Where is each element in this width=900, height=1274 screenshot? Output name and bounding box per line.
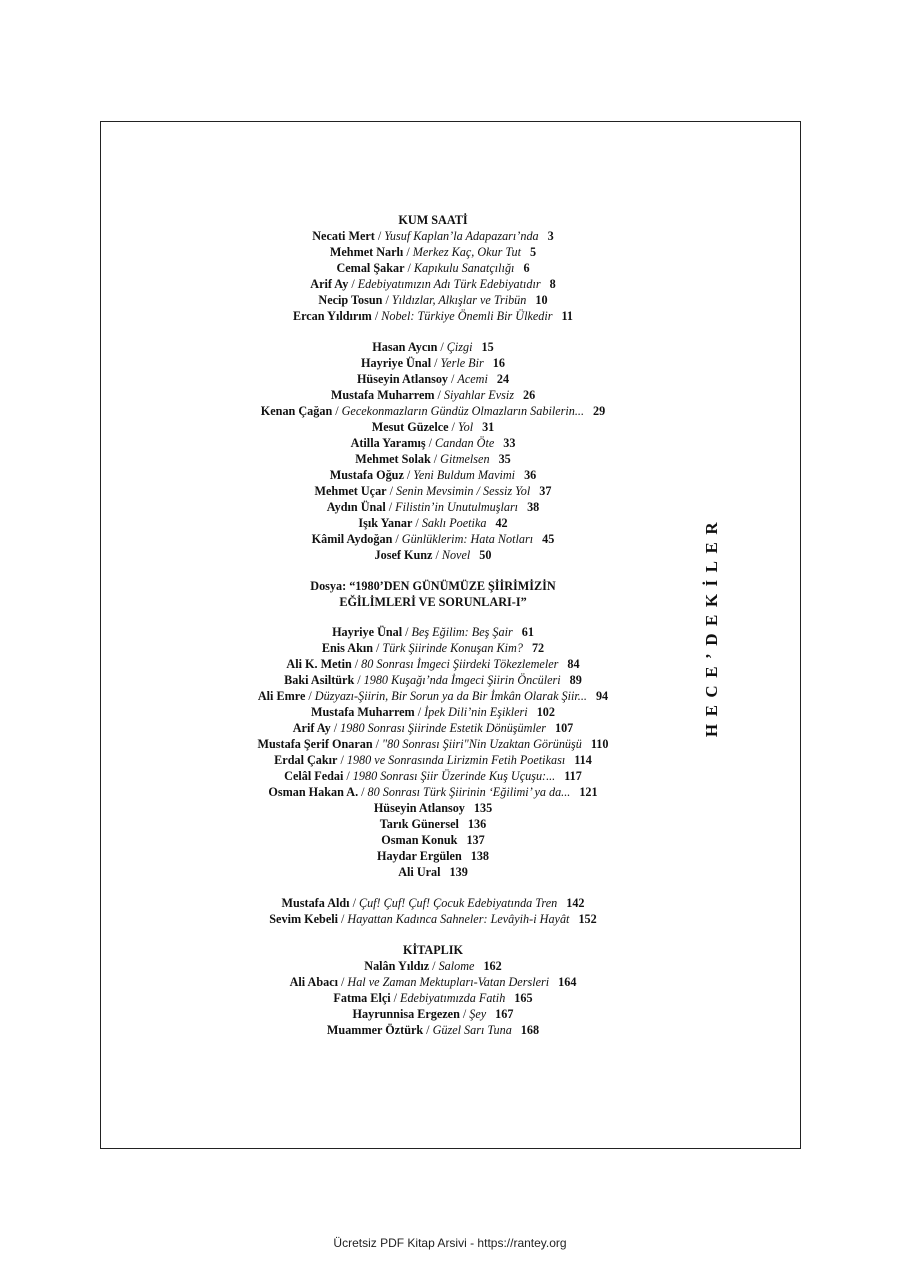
toc-entry: [218, 768, 648, 784]
entry-page-number: 36: [524, 468, 537, 482]
entry-page-number: 162: [483, 959, 502, 973]
entry-separator: /: [433, 452, 438, 466]
toc-entry: [218, 624, 648, 640]
entry-author: Mesut Güzelce: [371, 420, 449, 434]
entry-author: Arif Ay: [292, 721, 331, 735]
entry-separator: /: [333, 721, 338, 735]
entry-page-number: 117: [564, 769, 582, 783]
entry-page-number: 107: [554, 721, 574, 735]
toc-entry: [218, 895, 648, 911]
entry-page-number: 8: [549, 277, 556, 291]
toc-entry: [218, 371, 648, 387]
entry-title: Hayattan Kadınca Sahneler: Levâyih-i Hayât: [347, 912, 570, 926]
entry-page-number: 72: [531, 641, 545, 655]
entry-author: Kenan Çağan: [260, 404, 333, 418]
entry-page-number: 168: [520, 1023, 540, 1037]
toc-entry: [218, 656, 648, 672]
toc-entry: [218, 688, 648, 704]
toc-entry: [218, 339, 648, 355]
entry-page-number: 33: [503, 436, 516, 450]
entry-separator: /: [417, 705, 422, 719]
toc-entry: [218, 832, 648, 848]
entry-title: Düzyazı-Şiirin, Bir Sorun ya da Bir İmkân Olarak Şiir...: [314, 689, 587, 703]
entry-author: Ercan Yıldırım: [292, 309, 372, 323]
toc-entry: [218, 1006, 648, 1022]
entry-author: Mustafa Oğuz: [329, 468, 404, 482]
entry-page-number: 38: [527, 500, 540, 514]
entry-title: Çuf! Çuf! Çuf! Çocuk Edebiyatında Tren: [358, 896, 558, 910]
entry-page-number: 142: [566, 896, 585, 910]
entry-title: Saklı Poetika: [421, 516, 487, 530]
entry-author: Cemal Şakar: [336, 261, 405, 275]
entry-title: Siyahlar Evsiz: [443, 388, 514, 402]
entry-author: Işık Yanar: [358, 516, 413, 530]
footer-text: Ücretsiz PDF Kitap Arsivi - https://rantey.org: [333, 1236, 567, 1250]
entry-title: Yeni Buldum Mavimi: [413, 468, 516, 482]
entry-author: Sevim Kebeli: [269, 912, 338, 926]
entry-page-number: 135: [473, 801, 493, 815]
section-heading-kum-saati: KUM SAATİ: [398, 213, 468, 227]
entry-title: Hal ve Zaman Mektupları-Vatan Dersleri: [347, 975, 550, 989]
entry-separator: /: [354, 657, 359, 671]
toc-entry: [218, 958, 648, 974]
entry-title: Türk Şiirinde Konuşan Kim?: [382, 641, 523, 655]
entry-author: Osman Hakan A.: [268, 785, 359, 799]
toc-entry: [218, 911, 648, 927]
toc-entry: [218, 720, 648, 736]
entry-page-number: 165: [514, 991, 533, 1005]
entry-page-number: 37: [539, 484, 552, 498]
entry-title: Filistin’in Unutulmuşları: [395, 500, 519, 514]
toc-entry: [218, 467, 648, 483]
entry-separator: /: [451, 420, 455, 434]
entry-separator: /: [335, 404, 339, 418]
entry-title: 1980 Kuşağı’nda İmgeci Şiirin Öncüleri: [363, 673, 561, 687]
entry-author: Mustafa Aldı: [281, 896, 350, 910]
toc-entry: [218, 451, 648, 467]
entry-title: Salome: [438, 959, 475, 973]
entry-author: Ali Emre: [257, 689, 306, 703]
entry-page-number: 10: [535, 293, 548, 307]
toc-entry: [218, 640, 648, 656]
entry-author: Mustafa Muharrem: [330, 388, 435, 402]
entry-page-number: 152: [578, 912, 597, 926]
entry-title: Gecekonmazların Gündüz Olmazların Sabilerin...: [341, 404, 585, 418]
entry-separator: /: [451, 372, 455, 386]
dosya-heading-line2: EĞİLİMLERİ VE SORUNLARI-I”: [339, 595, 527, 609]
toc-entry: [218, 403, 648, 419]
entry-title: Güzel Sarı Tuna: [432, 1023, 512, 1037]
entry-title: Şey: [469, 1007, 487, 1021]
entry-title: Çizgi: [446, 340, 473, 354]
entry-page-number: 94: [595, 689, 609, 703]
toc-entry: [218, 974, 648, 990]
entry-author: Hayriye Ünal: [361, 356, 432, 370]
entry-title: "80 Sonrası Şiiri"Nin Uzaktan Görünüşü: [382, 737, 582, 751]
entry-page-number: 136: [467, 817, 487, 831]
entry-page-number: 24: [496, 372, 510, 386]
section-poems: [218, 339, 648, 563]
entry-author: Atilla Yaramış: [350, 436, 426, 450]
table-of-contents: [218, 212, 648, 1038]
entry-page-number: 42: [495, 516, 508, 530]
entry-author: Ali K. Metin: [286, 657, 352, 671]
entry-separator: /: [462, 1007, 467, 1021]
entry-author: Hayriye Ünal: [332, 625, 403, 639]
toc-entry: [218, 800, 648, 816]
entry-author: Baki Asiltürk: [284, 673, 355, 687]
entry-title: Novel: [441, 548, 471, 562]
entry-page-number: 31: [482, 420, 495, 434]
toc-entry: [218, 483, 648, 499]
entry-title: 1980 ve Sonrasında Lirizmin Fetih Poetikası: [346, 753, 566, 767]
entry-page-number: 102: [536, 705, 555, 719]
entry-author: Arif Ay: [310, 277, 349, 291]
entry-page-number: 29: [593, 404, 606, 418]
entry-author: Necip Tosun: [318, 293, 383, 307]
entry-separator: /: [308, 689, 312, 703]
entry-separator: /: [361, 785, 365, 799]
entry-author: Tarık Günersel: [379, 817, 459, 831]
entry-author: Enis Akın: [321, 641, 374, 655]
entry-author: Mehmet Narlı: [329, 245, 404, 259]
entry-page-number: 89: [569, 673, 582, 687]
entry-title: Edebiyatımızın Adı Türk Edebiyatıdır: [357, 277, 541, 291]
toc-entry: [218, 260, 648, 276]
entry-separator: /: [352, 896, 356, 910]
entry-separator: /: [393, 991, 398, 1005]
entry-separator: /: [376, 641, 380, 655]
entry-separator: /: [428, 436, 432, 450]
entry-page-number: 121: [579, 785, 598, 799]
vertical-side-title: HECE’DEKİLER: [702, 514, 721, 738]
toc-entry: [218, 547, 648, 563]
toc-entry: [218, 672, 648, 688]
toc-entry: [218, 419, 648, 435]
entry-author: Ali Abacı: [289, 975, 338, 989]
entry-page-number: 137: [466, 833, 485, 847]
entry-separator: /: [407, 261, 411, 275]
entry-page-number: 35: [498, 452, 511, 466]
toc-entry: [218, 435, 648, 451]
entry-separator: /: [395, 532, 399, 546]
toc-entry: [218, 704, 648, 720]
entry-page-number: 164: [558, 975, 577, 989]
entry-title: 1980 Sonrası Şiirinde Estetik Dönüşümler: [340, 721, 546, 735]
entry-page-number: 11: [561, 309, 574, 323]
entry-separator: /: [388, 500, 393, 514]
entry-author: Mehmet Solak: [355, 452, 431, 466]
section-heading-kitaplik: KİTAPLIK: [402, 943, 464, 957]
section-heading-dosya: [218, 578, 648, 610]
entry-page-number: 15: [481, 340, 494, 354]
entry-page-number: 114: [574, 753, 592, 767]
entry-author: Mustafa Şerif Onaran: [257, 737, 373, 751]
toc-entry: [218, 816, 648, 832]
toc-entry: [218, 848, 648, 864]
entry-separator: /: [374, 309, 379, 323]
toc-entry: [218, 864, 648, 880]
section-essays: [218, 895, 648, 927]
toc-entry: [218, 308, 648, 324]
entry-page-number: 110: [590, 737, 609, 751]
toc-entry: [218, 784, 648, 800]
entry-page-number: 139: [449, 865, 468, 879]
entry-page-number: 6: [523, 261, 530, 275]
entry-separator: /: [440, 340, 444, 354]
entry-separator: /: [389, 484, 393, 498]
entry-title: Edebiyatımızda Fatih: [400, 991, 506, 1005]
entry-page-number: 167: [495, 1007, 514, 1021]
entry-author: Nalân Yıldız: [364, 959, 430, 973]
entry-separator: /: [341, 975, 345, 989]
entry-author: Celâl Fedai: [284, 769, 344, 783]
entry-separator: /: [377, 229, 382, 243]
toc-entry: [218, 736, 648, 752]
entry-separator: /: [385, 293, 389, 307]
entry-page-number: 84: [567, 657, 580, 671]
toc-entry: [218, 292, 648, 308]
entry-page-number: 50: [479, 548, 492, 562]
entry-author: Mustafa Muharrem: [311, 705, 415, 719]
toc-entry: [218, 387, 648, 403]
entry-author: Hüseyin Atlansoy: [356, 372, 449, 386]
entry-title: 80 Sonrası İmgeci Şiirdeki Tökezlemeler: [361, 657, 559, 671]
entry-separator: /: [434, 356, 438, 370]
entry-title: Acemi: [457, 372, 488, 386]
entry-page-number: 45: [542, 532, 555, 546]
entry-title: Gitmelsen: [440, 452, 490, 466]
entry-author: Osman Konuk: [381, 833, 458, 847]
entry-title: 1980 Sonrası Şiir Üzerinde Kuş Uçuşu:...: [352, 769, 556, 783]
entry-separator: /: [405, 625, 409, 639]
toc-entry: [218, 990, 648, 1006]
section-dosya: [218, 624, 648, 880]
entry-title: Yerle Bir: [440, 356, 484, 370]
entry-author: Kâmil Aydoğan: [311, 532, 393, 546]
entry-title: Kapıkulu Sanatçılığı: [413, 261, 515, 275]
entry-title: Senin Mevsimin / Sessiz Yol: [395, 484, 531, 498]
entry-author: Hasan Aycın: [372, 340, 438, 354]
entry-author: Josef Kunz: [374, 548, 433, 562]
entry-separator: /: [415, 516, 419, 530]
entry-author: Ali Ural: [398, 865, 441, 879]
entry-separator: /: [432, 959, 436, 973]
entry-separator: /: [406, 245, 410, 259]
toc-entry: [218, 515, 648, 531]
toc-entry: [218, 752, 648, 768]
entry-page-number: 5: [530, 245, 537, 259]
toc-entry: [218, 276, 648, 292]
entry-author: Haydar Ergülen: [376, 849, 462, 863]
entry-separator: /: [437, 388, 441, 402]
entry-author: Erdal Çakır: [274, 753, 338, 767]
section-kitaplik: [218, 958, 648, 1038]
entry-author: Aydın Ünal: [326, 500, 386, 514]
toc-entry: [218, 1022, 648, 1038]
entry-separator: /: [351, 277, 355, 291]
entry-page-number: 3: [547, 229, 554, 243]
entry-title: Yusuf Kaplan’la Adapazarı’nda: [384, 229, 539, 243]
entry-separator: /: [341, 912, 345, 926]
entry-author: Muammer Öztürk: [326, 1023, 424, 1037]
entry-title: Beş Eğilim: Beş Şair: [411, 625, 513, 639]
toc-entry: [218, 355, 648, 371]
entry-author: Hayrunnisa Ergezen: [352, 1007, 460, 1021]
entry-title: Yol: [457, 420, 474, 434]
entry-author: Fatma Elçi: [333, 991, 391, 1005]
entry-separator: /: [406, 468, 411, 482]
entry-author: Necati Mert: [312, 229, 375, 243]
entry-author: Mehmet Uçar: [314, 484, 387, 498]
entry-title: 80 Sonrası Türk Şiirinin ‘Eğilimi’ ya da...: [367, 785, 571, 799]
entry-title: Candan Öte: [435, 436, 495, 450]
entry-page-number: 16: [492, 356, 505, 370]
entry-title: İpek Dili’nin Eşikleri: [424, 705, 528, 719]
entry-title: Nobel: Türkiye Önemli Bir Ülkedir: [381, 309, 553, 323]
entry-separator: /: [435, 548, 439, 562]
entry-title: Günlüklerim: Hata Notları: [401, 532, 534, 546]
entry-title: Merkez Kaç, Okur Tut: [412, 245, 522, 259]
toc-entry: [218, 244, 648, 260]
entry-separator: /: [375, 737, 380, 751]
entry-separator: /: [357, 673, 361, 687]
toc-entry: [218, 228, 648, 244]
toc-entry: [218, 499, 648, 515]
entry-separator: /: [340, 753, 344, 767]
dosya-heading-line1: Dosya: “1980’DEN GÜNÜMÜZE ŞİİRİMİZİN: [310, 579, 556, 593]
entry-page-number: 26: [522, 388, 536, 402]
entry-author: Hüseyin Atlansoy: [373, 801, 465, 815]
toc-entry: [218, 531, 648, 547]
entry-separator: /: [346, 769, 350, 783]
entry-separator: /: [426, 1023, 430, 1037]
entry-page-number: 138: [470, 849, 490, 863]
section-kum-saati: [218, 228, 648, 324]
entry-title: Yıldızlar, Alkışlar ve Tribün: [391, 293, 527, 307]
entry-page-number: 61: [521, 625, 534, 639]
